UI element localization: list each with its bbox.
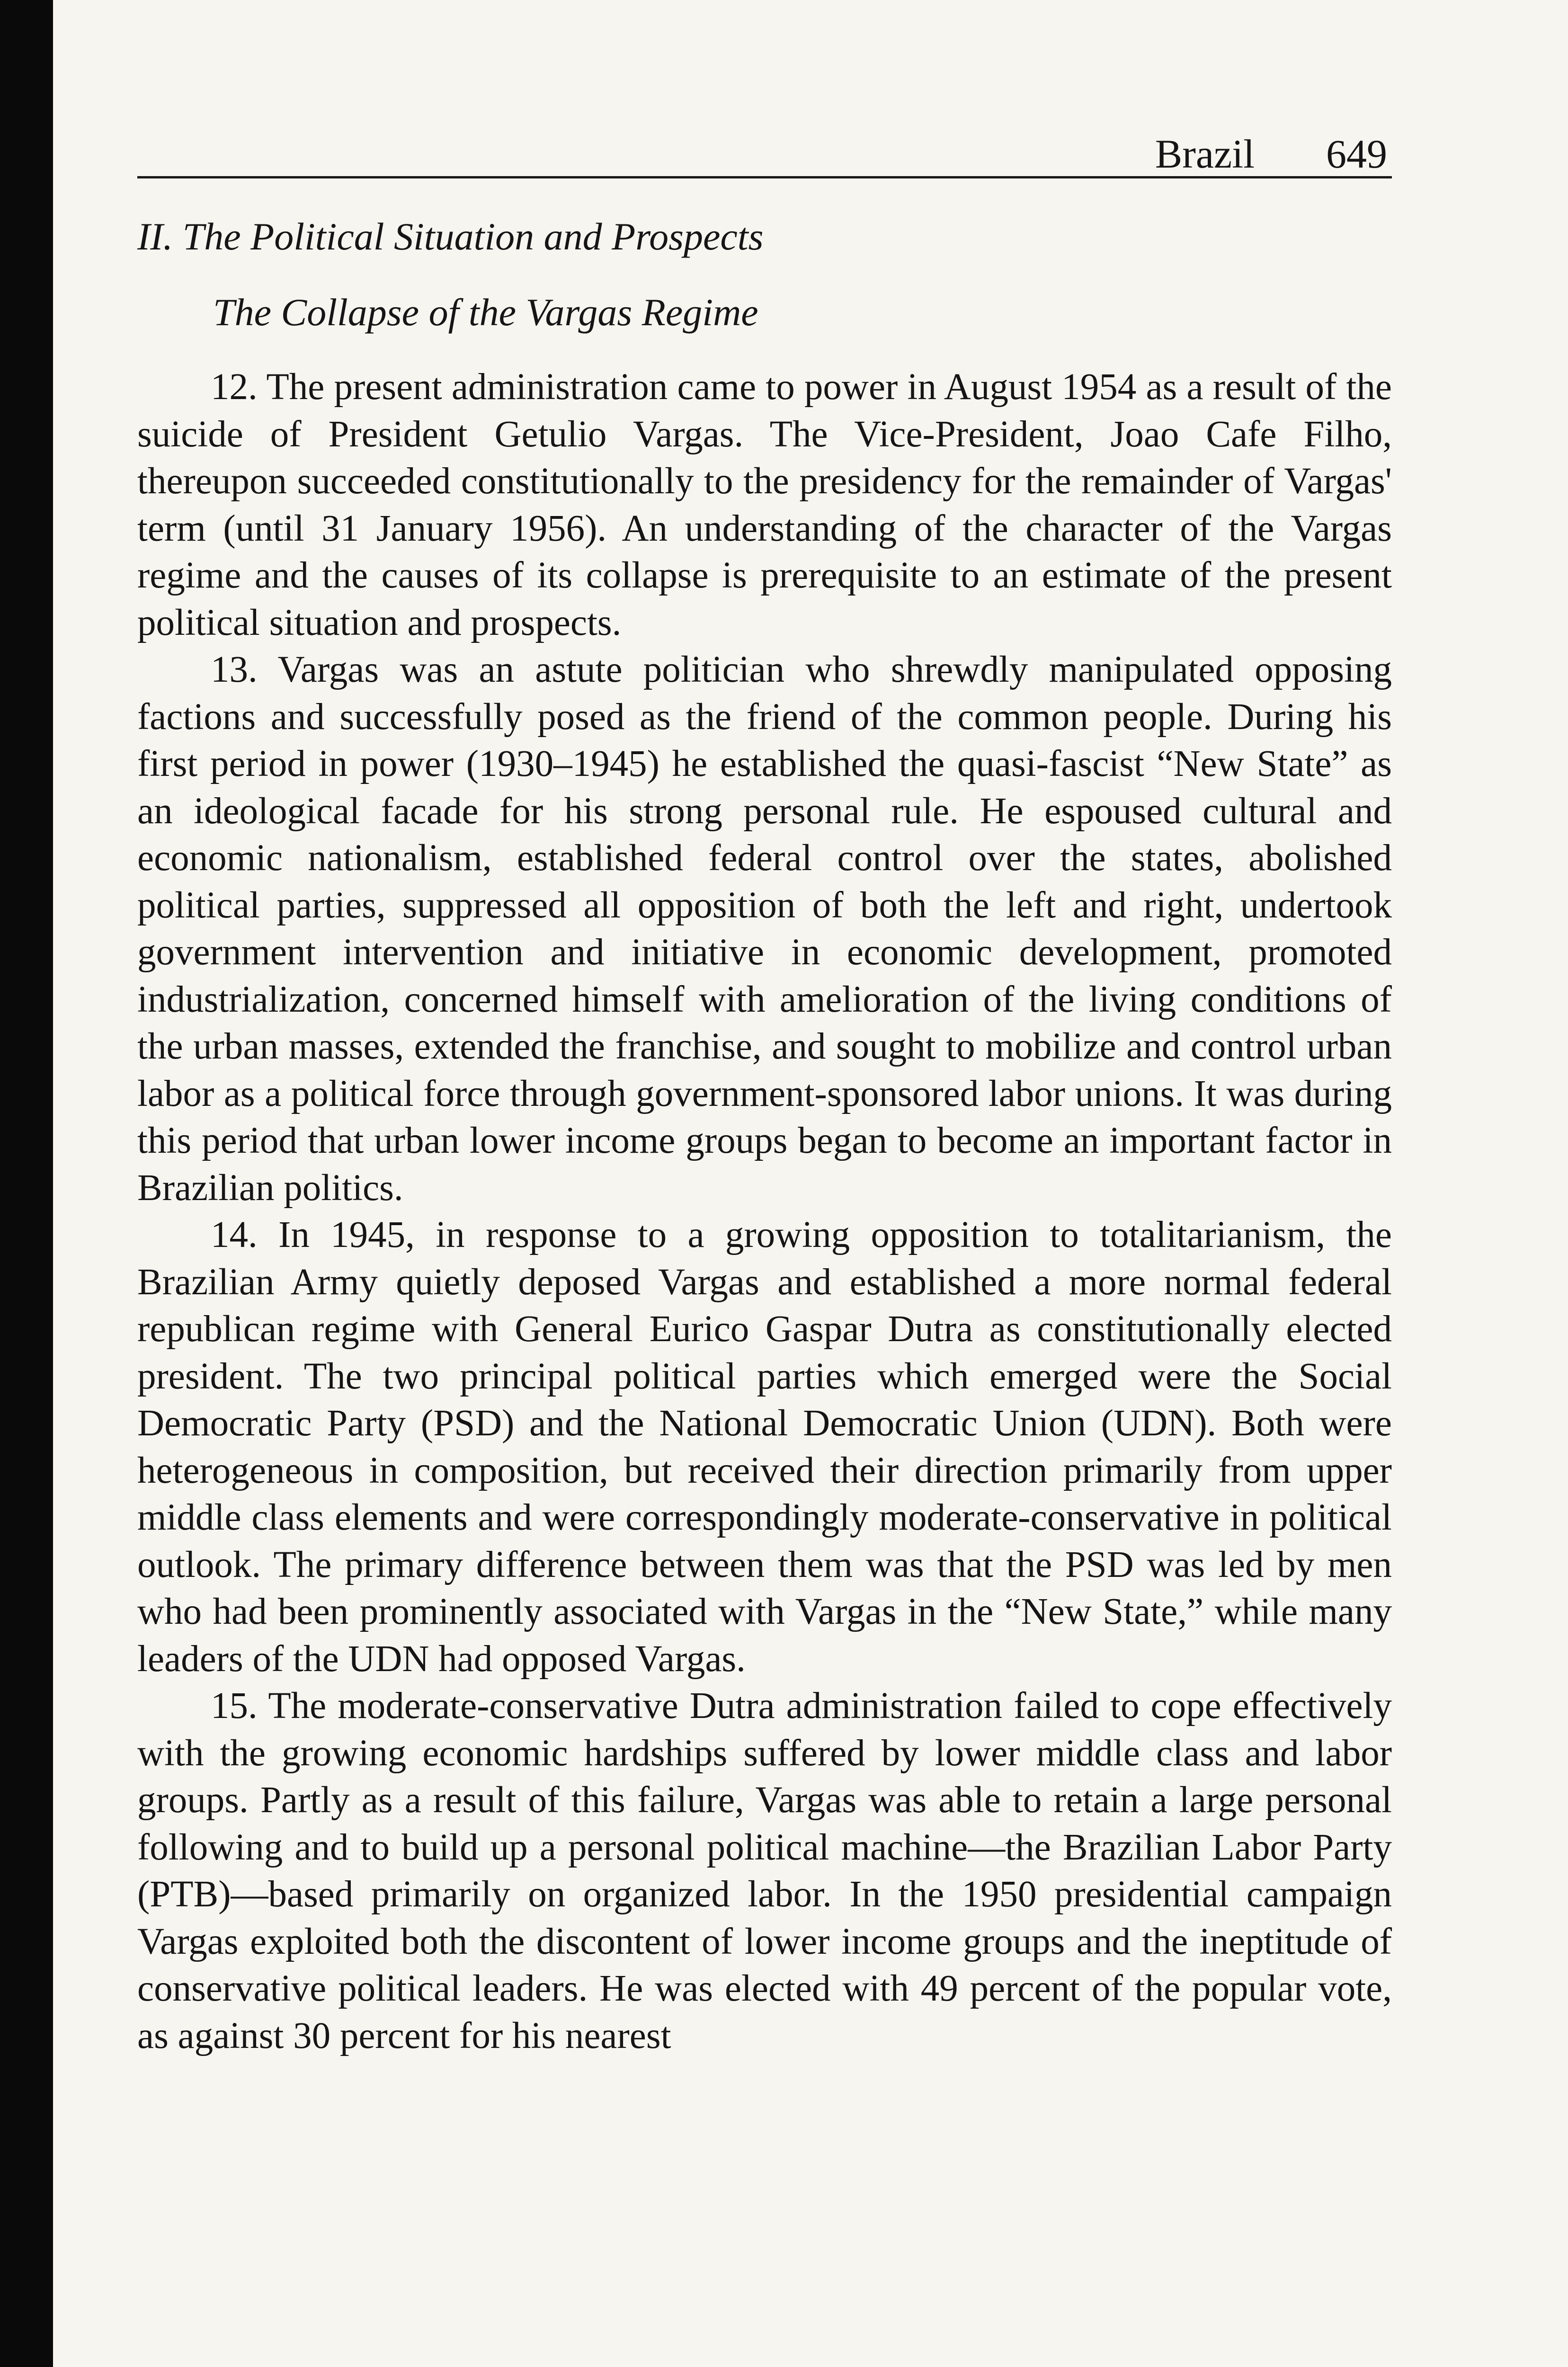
paragraph-12: 12. The present administration came to power in August 1954 as a result of the suicide of President Getulio Vargas. The Vice-President, Joao Cafe Filho, thereupon succeeded constitutionally to the presidency for the remainder of Vargas' term (until 31 January 1956). An understanding of the character of the Vargas regime and the causes of its collapse is prerequisite to an estimate of the present political situation and prospects. — [137, 366, 1392, 643]
body-text — [137, 364, 1392, 2059]
running-head-title: Brazil — [1155, 131, 1255, 177]
section-heading: II. The Political Situation and Prospects — [137, 215, 764, 258]
paragraph-13: 13. Vargas was an astute politician who shrewdly manipulated opposing factions and successfully posed as the friend of the common people. During his first period in power (1930–1945) he established the quasi-fascist “New State” as an ideological facade for his strong personal rule. He espoused cultural and economic nationalism, established federal control over the states, abolished political parties, suppressed all opposition of both the left and right, undertook government intervention and initiative in economic development, promoted industrialization, concerned himself with amelioration of the living conditions of the urban masses, extended the franchise, and sought to mobilize and control urban labor as a political force through government-sponsored labor unions. It was during this period that urban lower income groups began to become an important factor in Brazilian politics. — [137, 649, 1392, 1209]
paragraph-14: 14. In 1945, in response to a growing opposition to totalitarianism, the Brazilian Army quietly deposed Vargas and established a more normal federal republican regime with General Eurico Gaspar Dutra as constitutionally elected president. The two principal political parties which emerged were the Social Democratic Party (PSD) and the National Democratic Union (UDN). Both were heterogeneous in composition, but received their direction primarily from upper middle class elements and were correspondingly moderate-conservative in political outlook. The primary difference between them was that the PSD was led by men who had been prominently associated with Vargas in the “New State,” while many leaders of the UDN had opposed Vargas. — [137, 1214, 1392, 1680]
page-number: 649 — [1326, 131, 1387, 177]
book-spine-shadow — [0, 0, 53, 2367]
running-head — [137, 124, 1392, 178]
paragraph-15: 15. The moderate-conservative Dutra administration failed to cope effectively with the growing economic hardships suffered by lower middle class and labor groups. Partly as a result of this failure, Vargas was able to retain a large personal following and to build up a personal political machine—the Brazilian Labor Party (PTB)—based primarily on organized labor. In the 1950 presidential campaign Vargas exploited both the discontent of lower income groups and the ineptitude of conservative political leaders. He was elected with 49 percent of the popular vote, as against 30 percent for his nearest — [137, 1685, 1392, 2056]
subsection-heading: The Collapse of the Vargas Regime — [213, 291, 758, 334]
